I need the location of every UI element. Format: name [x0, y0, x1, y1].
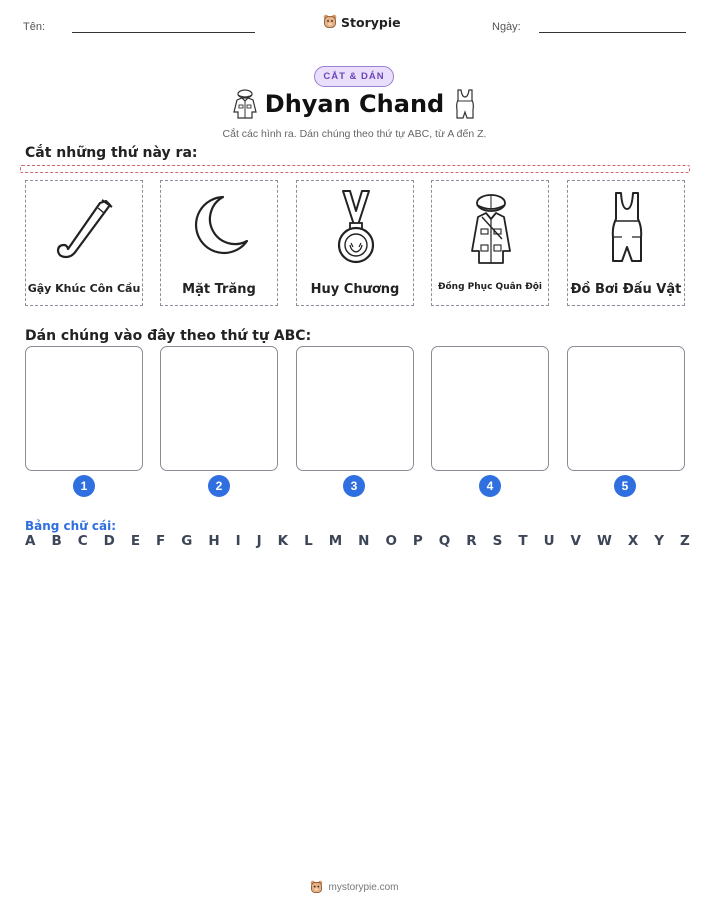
card-label: Mặt Trăng	[182, 282, 256, 297]
cut-card-military-uniform[interactable]	[431, 180, 549, 306]
alphabet-letter: R	[466, 533, 477, 549]
cut-line	[20, 165, 690, 173]
singlet-icon	[453, 88, 477, 120]
alphabet-letter: Q	[438, 533, 451, 549]
alphabet-letter: V	[570, 533, 581, 549]
alphabet-letter: C	[77, 533, 88, 549]
alphabet-letter: Z	[680, 533, 690, 549]
number-badge-3: 3	[343, 475, 365, 497]
alphabet-letter: Y	[654, 533, 665, 549]
alphabet-letter: N	[358, 533, 370, 549]
instructions: Cắt các hình ra. Dán chúng theo thứ tự ABC, từ A đến Z.	[222, 128, 487, 140]
page-title: Dhyan Chand	[264, 90, 445, 118]
medal-icon	[321, 187, 391, 277]
alphabet-letter: X	[627, 533, 639, 549]
alphabet-letter: F	[156, 533, 166, 549]
paste-box-1[interactable]	[25, 346, 143, 471]
paste-box-4[interactable]	[431, 346, 549, 471]
card-label: Huy Chương	[310, 282, 400, 297]
footer-url[interactable]: mystorypie.com	[328, 882, 399, 893]
cut-card-wrestling-singlet[interactable]	[567, 180, 685, 306]
alphabet-letter: A	[25, 533, 36, 549]
footer	[0, 880, 709, 895]
date-label: Ngày:	[492, 21, 521, 33]
card-label: Đồng Phục Quân Đội	[437, 282, 543, 292]
alphabet-letter: S	[492, 533, 503, 549]
storypie-bear-icon	[323, 14, 337, 30]
alphabet-letter: D	[103, 533, 115, 549]
alphabet-letter: M	[328, 533, 343, 549]
moon-icon	[185, 187, 255, 277]
activity-badge: CẮT & DÁN	[314, 66, 394, 87]
number-badge-2: 2	[208, 475, 230, 497]
alphabet-letter: U	[543, 533, 555, 549]
name-label: Tên:	[23, 21, 46, 33]
alphabet-letter: I	[235, 533, 241, 549]
cut-card-moon[interactable]	[160, 180, 278, 306]
brand-name: Storypie	[341, 14, 401, 30]
cut-section-title: Cắt những thứ này ra:	[25, 145, 198, 161]
alphabet-letter: L	[304, 533, 313, 549]
date-line[interactable]	[539, 32, 686, 33]
card-label: Gậy Khúc Côn Cầu	[27, 282, 141, 295]
name-line[interactable]	[72, 32, 255, 33]
alphabet-letter: T	[518, 533, 528, 549]
hockey-stick-icon	[50, 187, 120, 277]
paste-box-2[interactable]	[160, 346, 278, 471]
alphabet-letter: J	[256, 533, 262, 549]
alphabet-letter: K	[277, 533, 289, 549]
number-badge-4: 4	[479, 475, 501, 497]
alphabet-letter: E	[130, 533, 141, 549]
cut-card-medal[interactable]	[296, 180, 414, 306]
alphabet-letter: P	[412, 533, 423, 549]
alphabet-letter: G	[181, 533, 193, 549]
number-badge-5: 5	[614, 475, 636, 497]
card-label: Đồ Bơi Đấu Vật	[570, 282, 682, 297]
paste-section-title: Dán chúng vào đây theo thứ tự ABC:	[25, 328, 312, 344]
paste-box-5[interactable]	[567, 346, 685, 471]
number-badge-1: 1	[73, 475, 95, 497]
military-uniform-icon	[456, 187, 526, 277]
alphabet-title: Bảng chữ cái:	[25, 519, 117, 533]
storypie-bear-icon	[310, 880, 323, 895]
alphabet-row	[25, 533, 690, 549]
cut-card-hockey-stick[interactable]	[25, 180, 143, 306]
alphabet-letter: H	[208, 533, 220, 549]
brand-logo	[323, 14, 401, 30]
alphabet-letter: O	[385, 533, 397, 549]
wrestling-singlet-icon	[592, 187, 662, 277]
alphabet-letter: W	[596, 533, 612, 549]
alphabet-letter: B	[51, 533, 62, 549]
paste-box-3[interactable]	[296, 346, 414, 471]
